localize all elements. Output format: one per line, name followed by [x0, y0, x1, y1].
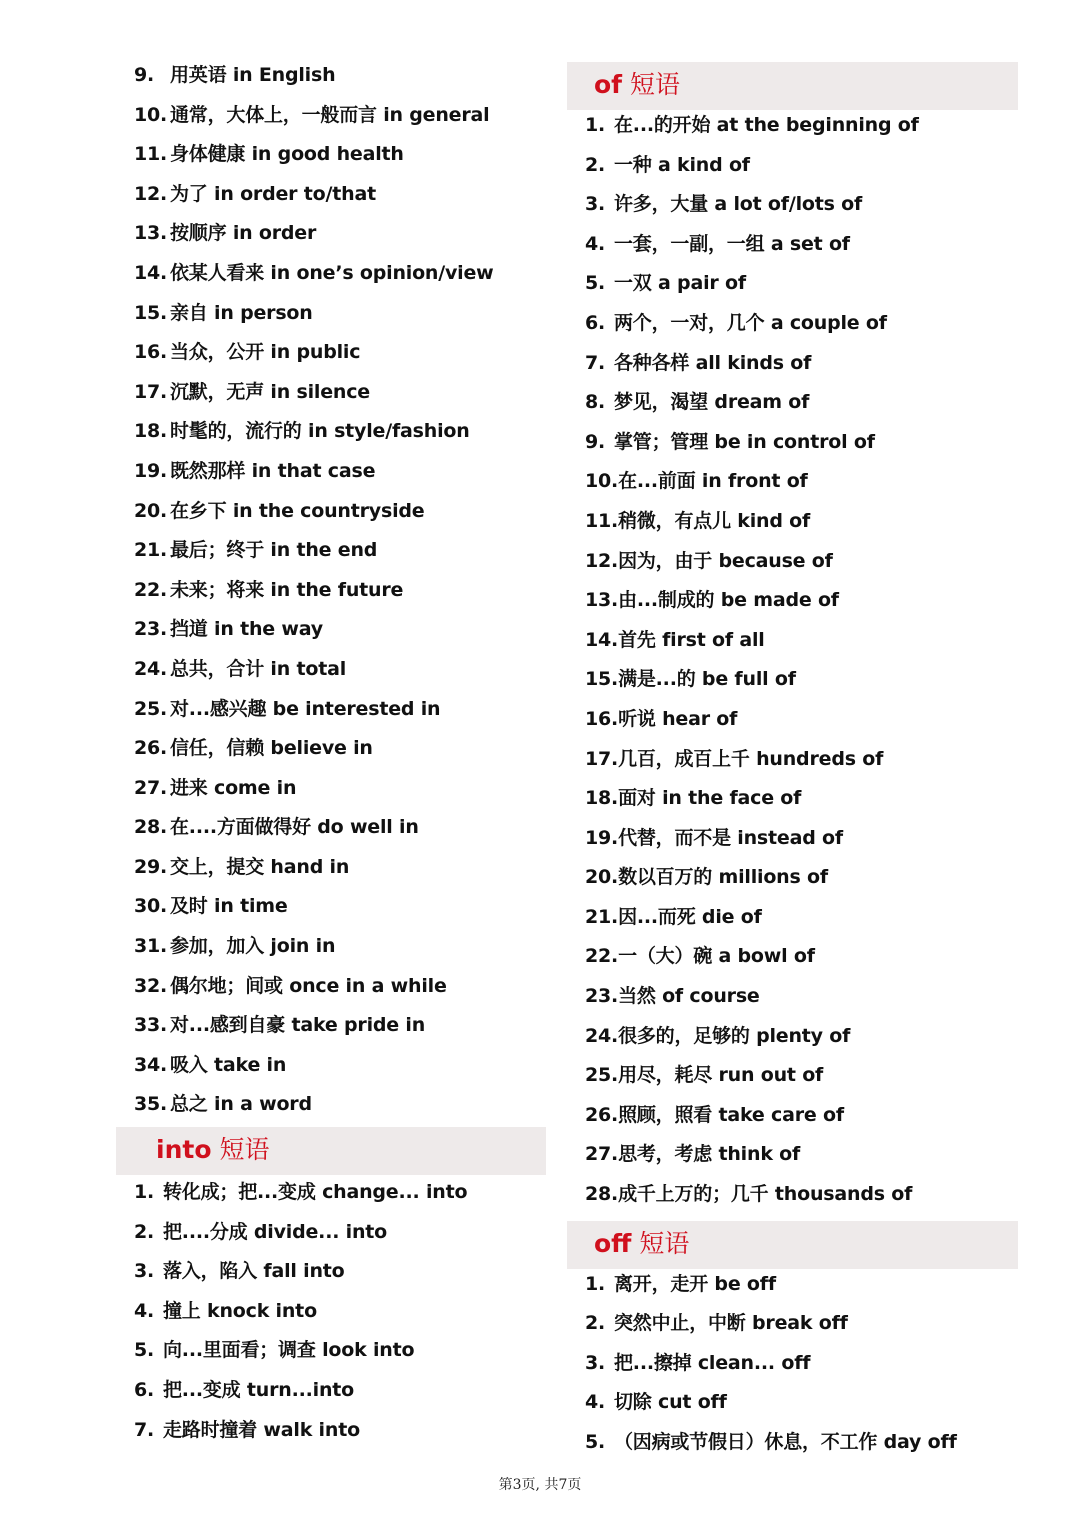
list-item: [116, 1331, 546, 1371]
item-number: 26.: [134, 737, 168, 760]
section-title-zh: 短语: [622, 70, 681, 99]
list-item: [116, 1213, 546, 1253]
item-number: 22.: [134, 578, 168, 601]
item-number: 2.: [585, 153, 606, 176]
item-text: 撞上 knock into: [163, 1299, 317, 1322]
item-text: 既然那样 in that case: [170, 459, 376, 482]
list-item: [567, 779, 1018, 819]
item-text: 把...变成 turn...into: [163, 1379, 355, 1401]
item-number: 4.: [134, 1299, 155, 1322]
item-text: 把...擦掉 clean... off: [614, 1351, 811, 1374]
list-item: [567, 1096, 1018, 1136]
item-text: 挡道 in the way: [170, 618, 323, 641]
list-item: [567, 700, 1018, 740]
item-text: 掌管；管理 be in control of: [614, 430, 875, 453]
section-header-off: [567, 1221, 1018, 1269]
list-item: [567, 1175, 1018, 1215]
item-number: 1.: [585, 114, 606, 136]
list-item: [567, 819, 1018, 859]
item-number: 26.: [585, 1103, 619, 1126]
item-number: 21.: [585, 905, 619, 928]
item-text: 进来 come in: [170, 776, 297, 799]
list-item: [116, 690, 546, 730]
item-number: 27.: [585, 1143, 619, 1166]
in-phrase-list: [116, 56, 546, 1125]
list-item: [567, 621, 1018, 661]
list-item: [567, 1265, 1018, 1305]
section-header-into: [116, 1127, 546, 1175]
item-number: 30.: [134, 895, 168, 918]
item-number: 6.: [134, 1379, 155, 1401]
item-number: 12.: [585, 549, 619, 572]
item-text: 把....分成 divide... into: [163, 1220, 388, 1243]
item-number: 24.: [585, 1024, 619, 1047]
item-number: 24.: [134, 657, 168, 680]
list-item: [567, 977, 1018, 1017]
item-text: 及时 in time: [170, 895, 288, 918]
page-footer: 第3页, 共7页: [498, 1477, 582, 1493]
item-text: 面对 in the face of: [618, 787, 802, 810]
section-title-en: into: [156, 1135, 212, 1165]
item-number: 17.: [134, 380, 168, 403]
list-item: [116, 769, 546, 809]
item-number: 21.: [134, 539, 168, 562]
item-text: 一（大）碗 a bowl of: [618, 945, 815, 968]
item-text: 首先 first of all: [618, 628, 765, 651]
list-item: [116, 492, 546, 532]
list-item: [567, 1344, 1018, 1384]
list-item: [116, 887, 546, 927]
item-text: 总共，合计 in total: [170, 657, 347, 680]
list-item: [116, 808, 546, 848]
list-item: [116, 452, 546, 492]
item-text: 对...感到自豪 take pride in: [170, 1014, 426, 1037]
item-number: 1.: [134, 1181, 155, 1204]
list-item: [567, 185, 1018, 225]
item-number: 7.: [585, 351, 606, 374]
item-number: 22.: [585, 945, 619, 968]
list-item: [116, 214, 546, 254]
section-title-zh: 短语: [211, 1135, 270, 1165]
item-number: 27.: [134, 776, 168, 799]
list-item: [567, 660, 1018, 700]
item-text: 用尽，耗尽 run out of: [618, 1064, 824, 1087]
item-text: 一种 a kind of: [614, 153, 750, 176]
item-number: 13.: [134, 222, 168, 245]
item-number: 1.: [585, 1272, 606, 1295]
list-item: [567, 106, 1018, 146]
list-item: [116, 56, 546, 96]
list-item: [116, 927, 546, 967]
of-phrase-list: [567, 106, 1018, 1215]
item-number: 28.: [134, 816, 168, 839]
list-item: [567, 304, 1018, 344]
item-number: 10.: [134, 103, 168, 126]
item-number: 18.: [585, 787, 619, 810]
item-text: （因病或节假日）休息，不工作 day off: [614, 1431, 957, 1453]
item-text: 稍微，有点儿 kind of: [618, 509, 811, 532]
list-item: [116, 531, 546, 571]
into-phrase-list: [116, 1173, 546, 1450]
item-text: 时髦的，流行的 in style/fashion: [170, 420, 470, 443]
item-text: 许多，大量 a lot of/lots of: [614, 193, 863, 216]
item-text: 因为，由于 because of: [618, 549, 833, 572]
list-item: [116, 1252, 546, 1292]
list-item: [567, 264, 1018, 304]
item-text: 切除 cut off: [614, 1391, 727, 1414]
list-item: [116, 135, 546, 175]
item-number: 28.: [585, 1183, 619, 1206]
list-item: [116, 1173, 546, 1213]
item-number: 4.: [585, 1391, 606, 1414]
item-text: 在乡下 in the countryside: [170, 499, 425, 522]
item-number: 6.: [585, 311, 606, 334]
item-text: 偶尔地；间或 once in a while: [170, 974, 447, 997]
left-column: [116, 56, 546, 1450]
item-text: 由...制成的 be made of: [618, 589, 839, 612]
list-item: [116, 848, 546, 888]
item-text: 吸入 take in: [170, 1053, 287, 1076]
list-item: [116, 1411, 546, 1451]
list-item: [567, 1423, 1018, 1463]
item-number: 25.: [134, 697, 168, 720]
item-text: 落入，陷入 fall into: [163, 1260, 345, 1283]
off-phrase-list: [567, 1265, 1018, 1463]
item-number: 20.: [585, 866, 619, 889]
list-item: [567, 740, 1018, 780]
item-number: 12.: [134, 182, 168, 205]
item-text: 各种各样 all kinds of: [614, 351, 812, 374]
item-text: 很多的，足够的 plenty of: [618, 1024, 851, 1047]
list-item: [567, 146, 1018, 186]
item-text: 按顺序 in order: [170, 222, 317, 245]
item-text: 最后；终于 in the end: [170, 539, 378, 562]
list-item: [116, 96, 546, 136]
item-text: 因...而死 die of: [618, 905, 762, 928]
item-number: 13.: [585, 589, 619, 612]
item-number: 17.: [585, 747, 619, 770]
item-text: 转化成；把...变成 change... into: [163, 1181, 468, 1204]
item-text: 参加，加入 join in: [170, 935, 336, 958]
item-text: 突然中止，中断 break off: [614, 1312, 848, 1335]
item-number: 8.: [585, 391, 606, 414]
item-text: 向...里面看；调查 look into: [163, 1339, 415, 1362]
item-text: 走路时撞着 walk into: [163, 1418, 360, 1441]
list-item: [567, 423, 1018, 463]
item-text: 几百，成百上千 hundreds of: [618, 747, 884, 770]
list-item: [567, 898, 1018, 938]
list-item: [116, 650, 546, 690]
item-text: 依某人看来 in one’s opinion/view: [170, 261, 494, 284]
item-number: 9.: [134, 64, 155, 86]
list-item: [116, 254, 546, 294]
list-item: [567, 383, 1018, 423]
item-number: 2.: [134, 1220, 155, 1243]
item-text: 当然 of course: [618, 985, 760, 1008]
list-item: [116, 412, 546, 452]
list-item: [567, 1017, 1018, 1057]
item-number: 10.: [585, 470, 619, 493]
list-item: [567, 937, 1018, 977]
item-text: 照顾，照看 take care of: [618, 1103, 844, 1126]
item-text: 梦见，渴望 dream of: [614, 391, 810, 414]
item-number: 14.: [134, 261, 168, 284]
item-text: 代替，而不是 instead of: [618, 826, 843, 849]
item-number: 29.: [134, 855, 168, 878]
list-item: [567, 225, 1018, 265]
right-column: [567, 62, 1018, 1463]
section-title-en: off: [594, 1228, 632, 1258]
item-text: 离开，走开 be off: [614, 1272, 776, 1295]
section-header-of: [567, 62, 1018, 110]
list-item: [567, 462, 1018, 502]
item-number: 11.: [585, 509, 619, 532]
item-text: 一双 a pair of: [614, 272, 746, 295]
item-number: 34.: [134, 1053, 168, 1076]
item-number: 3.: [585, 193, 606, 216]
item-number: 33.: [134, 1014, 168, 1037]
item-number: 35.: [134, 1093, 168, 1116]
list-item: [567, 502, 1018, 542]
list-item: [116, 333, 546, 373]
item-number: 23.: [134, 618, 168, 641]
item-number: 9.: [585, 430, 606, 453]
item-text: 数以百万的 millions of: [618, 866, 828, 889]
item-text: 在...的开始 at the beginning of: [614, 114, 919, 136]
item-text: 亲自 in person: [170, 301, 313, 324]
item-number: 19.: [134, 459, 168, 482]
list-item: [567, 1056, 1018, 1096]
item-text: 对...感兴趣 be interested in: [170, 697, 441, 720]
item-text: 在...前面 in front of: [618, 470, 808, 493]
item-text: 信任，信赖 believe in: [170, 737, 373, 760]
item-text: 未来；将来 in the future: [170, 578, 404, 601]
item-text: 总之 in a word: [170, 1093, 312, 1116]
list-item: [116, 175, 546, 215]
item-number: 25.: [585, 1064, 619, 1087]
list-item: [116, 571, 546, 611]
item-text: 身体健康 in good health: [170, 143, 404, 166]
item-number: 18.: [134, 420, 168, 443]
item-number: 31.: [134, 935, 168, 958]
list-item: [116, 967, 546, 1007]
item-number: 19.: [585, 826, 619, 849]
item-text: 沉默，无声 in silence: [170, 380, 370, 403]
item-number: 15.: [585, 668, 619, 691]
list-item: [116, 1006, 546, 1046]
list-item: [567, 344, 1018, 384]
list-item: [116, 610, 546, 650]
item-text: 通常，大体上，一般而言 in general: [170, 103, 490, 126]
item-number: 5.: [585, 272, 606, 295]
list-item: [116, 373, 546, 413]
list-item: [567, 1383, 1018, 1423]
item-number: 5.: [585, 1431, 606, 1453]
item-text: 用英语 in English: [170, 64, 336, 86]
list-item: [116, 1046, 546, 1086]
item-text: 交上，提交 hand in: [170, 855, 350, 878]
list-item: [116, 729, 546, 769]
item-text: 满是...的 be full of: [618, 668, 796, 691]
item-text: 在....方面做得好 do well in: [170, 816, 419, 839]
item-number: 2.: [585, 1312, 606, 1335]
item-number: 20.: [134, 499, 168, 522]
item-number: 14.: [585, 628, 619, 651]
item-number: 4.: [585, 232, 606, 255]
item-number: 11.: [134, 143, 168, 166]
item-number: 16.: [585, 707, 619, 730]
item-text: 听说 hear of: [618, 707, 738, 730]
item-text: 成千上万的；几千 thousands of: [618, 1183, 913, 1206]
list-item: [116, 1371, 546, 1411]
item-text: 为了 in order to/that: [170, 182, 376, 205]
item-text: 思考，考虑 think of: [618, 1143, 801, 1166]
item-number: 7.: [134, 1418, 155, 1441]
list-item: [567, 542, 1018, 582]
item-number: 15.: [134, 301, 168, 324]
list-item: [567, 1304, 1018, 1344]
item-number: 23.: [585, 985, 619, 1008]
section-title-en: of: [594, 70, 623, 99]
item-text: 当众，公开 in public: [170, 341, 361, 364]
item-number: 32.: [134, 974, 168, 997]
list-item: [567, 858, 1018, 898]
list-item: [116, 1292, 546, 1332]
list-item: [567, 1135, 1018, 1175]
item-number: 3.: [134, 1260, 155, 1283]
item-text: 一套，一副，一组 a set of: [614, 232, 850, 255]
list-item: [567, 581, 1018, 621]
section-title-zh: 短语: [631, 1228, 690, 1258]
item-number: 5.: [134, 1339, 155, 1362]
list-item: [116, 1085, 546, 1125]
item-text: 两个，一对，几个 a couple of: [614, 311, 887, 334]
item-number: 3.: [585, 1351, 606, 1374]
list-item: [116, 294, 546, 334]
item-number: 16.: [134, 341, 168, 364]
